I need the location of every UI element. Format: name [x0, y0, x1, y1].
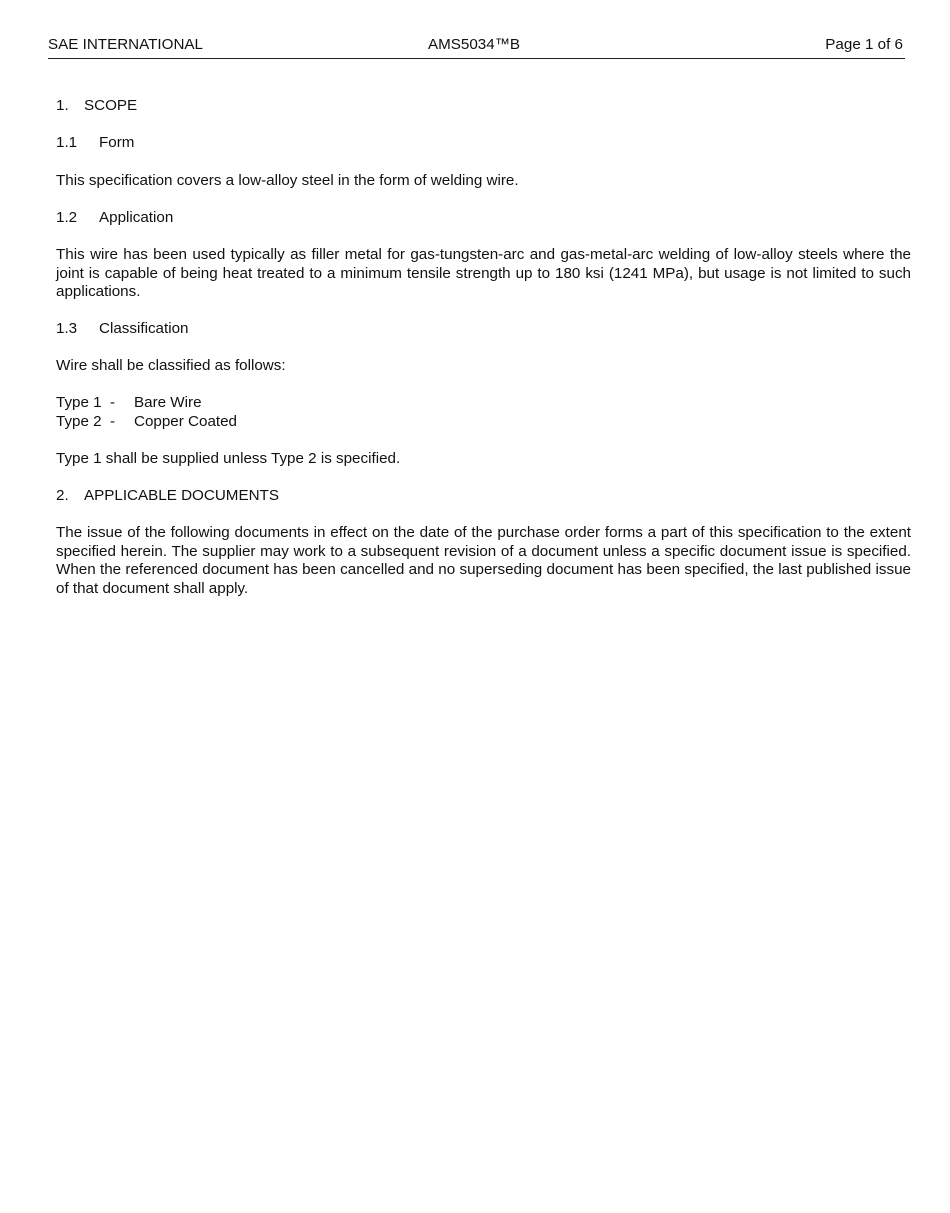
section-number: 2.	[56, 487, 69, 504]
section-title: Classification	[99, 320, 189, 337]
section-2-heading	[56, 487, 911, 506]
list-item	[56, 413, 911, 432]
type-description: Bare Wire	[134, 394, 202, 411]
classification-intro: Wire shall be classified as follows:	[56, 357, 286, 374]
page-header	[48, 36, 905, 59]
header-organization: SAE INTERNATIONAL	[48, 36, 203, 53]
type-label: Type 2 -	[56, 412, 116, 430]
section-1-2-heading	[56, 209, 911, 228]
section-number: 1.3	[56, 320, 78, 337]
section-1-1-heading	[56, 134, 911, 153]
section-title: Form	[99, 134, 135, 151]
form-paragraph: This specification covers a low-alloy steel in the form of welding wire.	[56, 172, 519, 189]
applicable-documents-paragraph: The issue of the following documents in effect on the date of the purchase order forms a part of this specification to the extent specified herein. The supplier may work to a subsequent revision of a document unless a specific document issue is specified. When the referenced document has been cancelled and no superseding document has been specified, the last published issue of that document shall apply.	[56, 524, 911, 597]
section-title: Application	[99, 209, 174, 226]
section-number: 1.	[56, 97, 69, 114]
section-1-3-heading	[56, 320, 911, 339]
classification-note: Type 1 shall be supplied unless Type 2 is specified.	[56, 450, 401, 467]
application-paragraph: This wire has been used typically as filler metal for gas-tungsten-arc and gas-metal-arc welding of low-alloy steels where the joint is capable of being heat treated to a minimum tensile strength up to 180 ksi (1241 MPa), but usage is not limited to such applications.	[56, 246, 911, 300]
section-1-heading	[56, 97, 911, 116]
section-number: 1.2	[56, 209, 78, 226]
section-number: 1.1	[56, 134, 78, 151]
header-page-number: Page 1 of 6	[825, 36, 903, 53]
classification-list	[56, 394, 911, 431]
section-title: SCOPE	[84, 97, 138, 114]
list-item	[56, 394, 911, 413]
type-label: Type 1 -	[56, 394, 116, 411]
section-title: APPLICABLE DOCUMENTS	[84, 487, 279, 504]
type-description: Copper Coated	[134, 412, 238, 430]
header-document-id: AMS5034™B	[428, 36, 521, 53]
